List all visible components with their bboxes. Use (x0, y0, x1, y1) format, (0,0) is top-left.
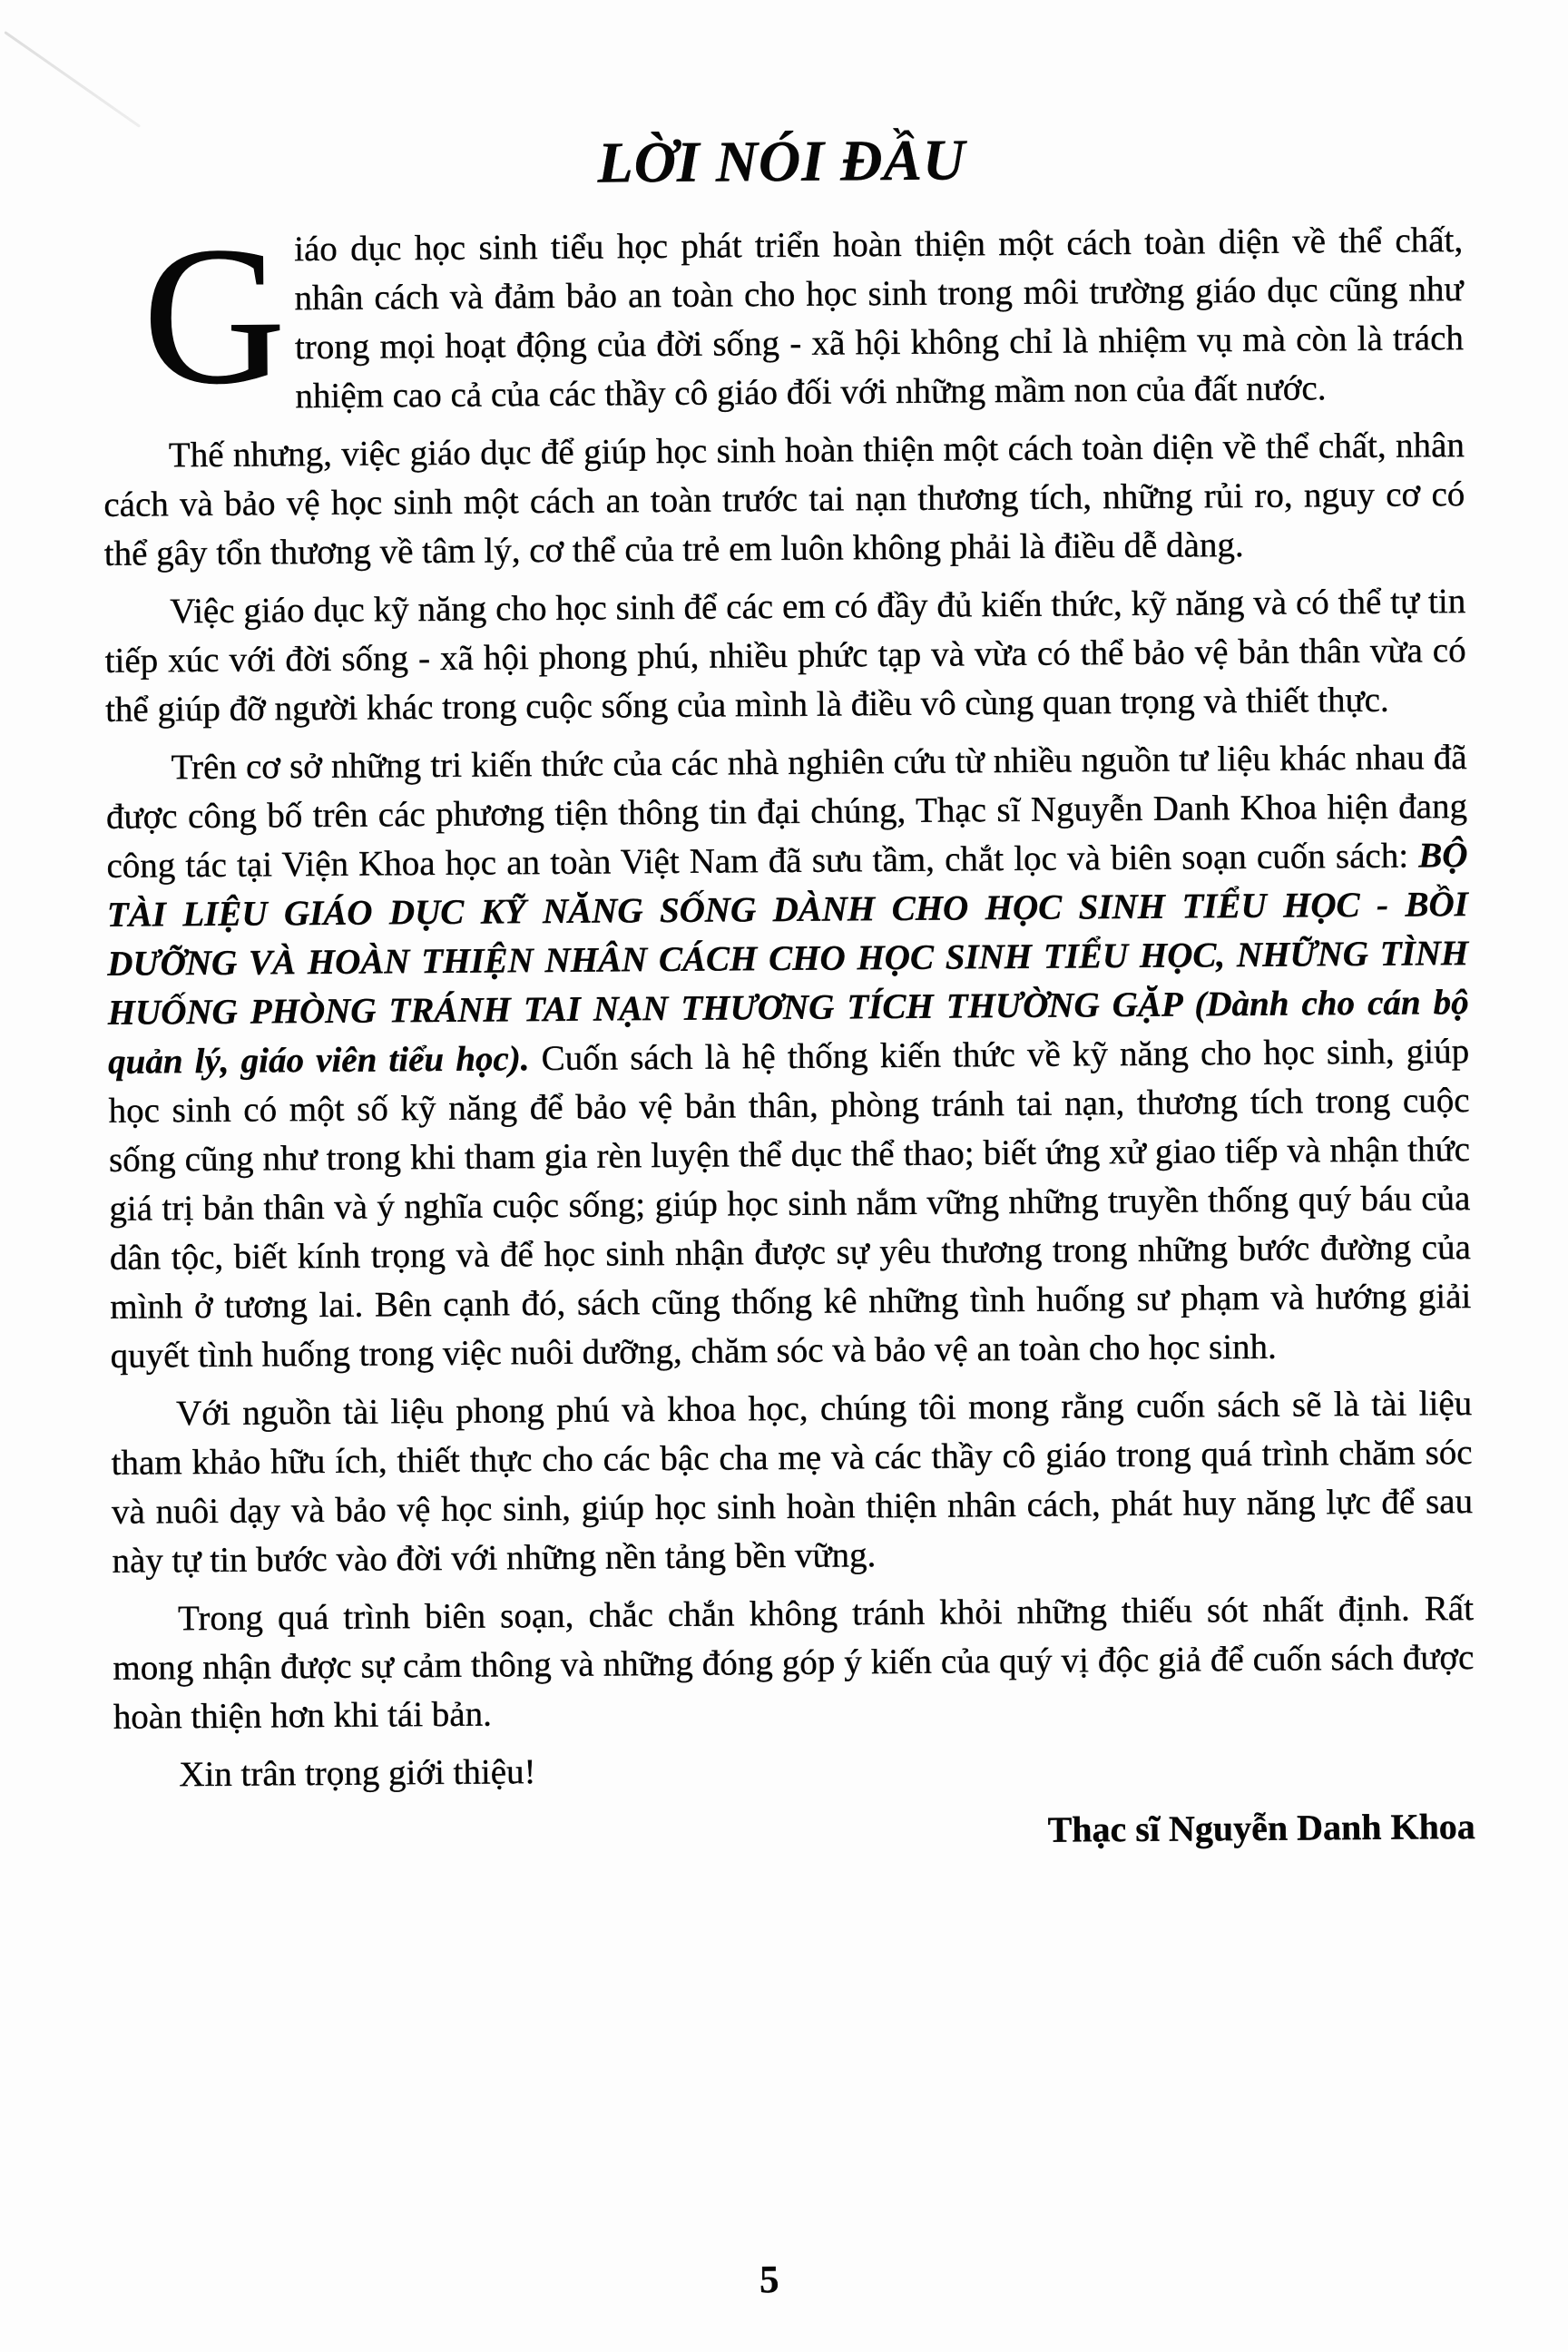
paragraph-5: Với nguồn tài liệu phong phú và khoa học, chúng tôi mong rằng cuốn sách sẽ là tài liệu tham khảo hữu ích, thiết thực cho các bậc cha mẹ và các thầy cô giáo trong quá trình chăm sóc và nuôi dạy và bảo vệ học sinh, giúp học sinh hoàn thiện nhân cách, phát huy năng lực để sau này tự tin bước vào đời với những nền tảng bền vững. (111, 1384, 1474, 1581)
page-number: 5 (759, 2259, 779, 2302)
paragraph-4-text-after: Cuốn sách là hệ thống kiến thức về kỹ năng cho học sinh, giúp học sinh có một số kỹ năng để bảo vệ bản thân, phòng tránh tai nạn, thương tích trong cuộc sống cũng như trong khi tham gia rèn luyện thể dục thể thao; biết ứng xử giao tiếp và nhận thức giá trị bản thân và ý nghĩa cuộc sống; giúp học sinh nắm vững những truyền thống quý báu của dân tộc, biết kính trọng và để học sinh nhận được sự yêu thương trong những bước đường của mình ở tương lai. Bên cạnh đó, sách cũng thống kê những tình huống sư phạm và hướng giải quyết tình huống trong việc nuôi dưỡng, chăm sóc và bảo vệ an toàn cho học sinh. (108, 1032, 1472, 1376)
preface-content (100, 0, 1476, 2302)
paragraph-4-text-before: Trên cơ sở những tri kiến thức của các nhà nghiên cứu từ nhiều nguồn tư liệu khác nhau đã được công bố trên các phương tiện thông tin đại chúng, Thạc sĩ Nguyễn Danh Khoa hiện đang công tác tại Viện Khoa học an toàn Việt Nam đã sưu tầm, chắt lọc và biên soạn cuốn sách: (105, 738, 1468, 886)
page-title: LỜI NÓI ĐẦU (597, 127, 966, 195)
author-signature: Thạc sĩ Nguyễn Danh Khoa (1047, 1806, 1476, 1850)
paragraph-3: Việc giáo dục kỹ năng cho học sinh để các em có đầy đủ kiến thức, kỹ năng và có thể tự tin tiếp xúc với đời sống - xã hội phong phú, nhiều phức tạp và vừa có thể bảo vệ bản thân vừa có thể giúp đỡ người khác trong cuộc sống của mình là điều vô cùng quan trọng và thiết thực. (104, 582, 1466, 730)
paragraph-2: Thế nhưng, việc giáo dục để giúp học sinh hoàn thiện một cách toàn diện về thể chất, nhân cách và bảo vệ học sinh một cách an toàn trước tai nạn thương tích, những rủi ro, nguy cơ có thể gây tổn thương về tâm lý, cơ thể của trẻ em luôn không phải là điều dễ dàng. (103, 426, 1465, 573)
closing-line: Xin trân trọng giới thiệu! (179, 1752, 536, 1795)
book-title-emphasis: BỘ TÀI LIỆU GIÁO DỤC KỸ NĂNG SỐNG DÀNH CHO HỌC SINH TIỂU HỌC - BỒI DƯỠNG VÀ HOÀN THIỆN NHÂN CÁCH CHO HỌC SINH TIỂU HỌC, NHỮNG TÌNH HUỐNG PHÒNG TRÁNH TAI NẠN THƯƠNG TÍCH THƯỜNG GẶP (Dành cho cán bộ quản lý, giáo viên tiểu học). (106, 836, 1469, 1082)
paragraph-opening (102, 206, 1465, 426)
paragraph-opening-text: iáo dục học sinh tiểu học phát triển hoàn thiện một cách toàn diện về thể chất, nhân cách và đảm bảo an toàn cho học sinh trong môi trường giáo dục cũng như trong mọi hoạt động của đời sống - xã hội không chỉ là nhiệm vụ mà còn là trách nhiệm cao cả của các thầy cô giáo đối với những mầm non của đất nước. (293, 220, 1465, 416)
paragraph-6: Trong quá trình biên soạn, chắc chắn không tránh khỏi những thiếu sót nhất định. Rất mong nhận được sự cảm thông và những đóng góp ý kiến của quý vị độc giả để cuốn sách được hoàn thiện hơn khi tái bản. (113, 1589, 1475, 1737)
paragraph-4 (105, 733, 1471, 1381)
drop-cap: G (142, 206, 287, 426)
